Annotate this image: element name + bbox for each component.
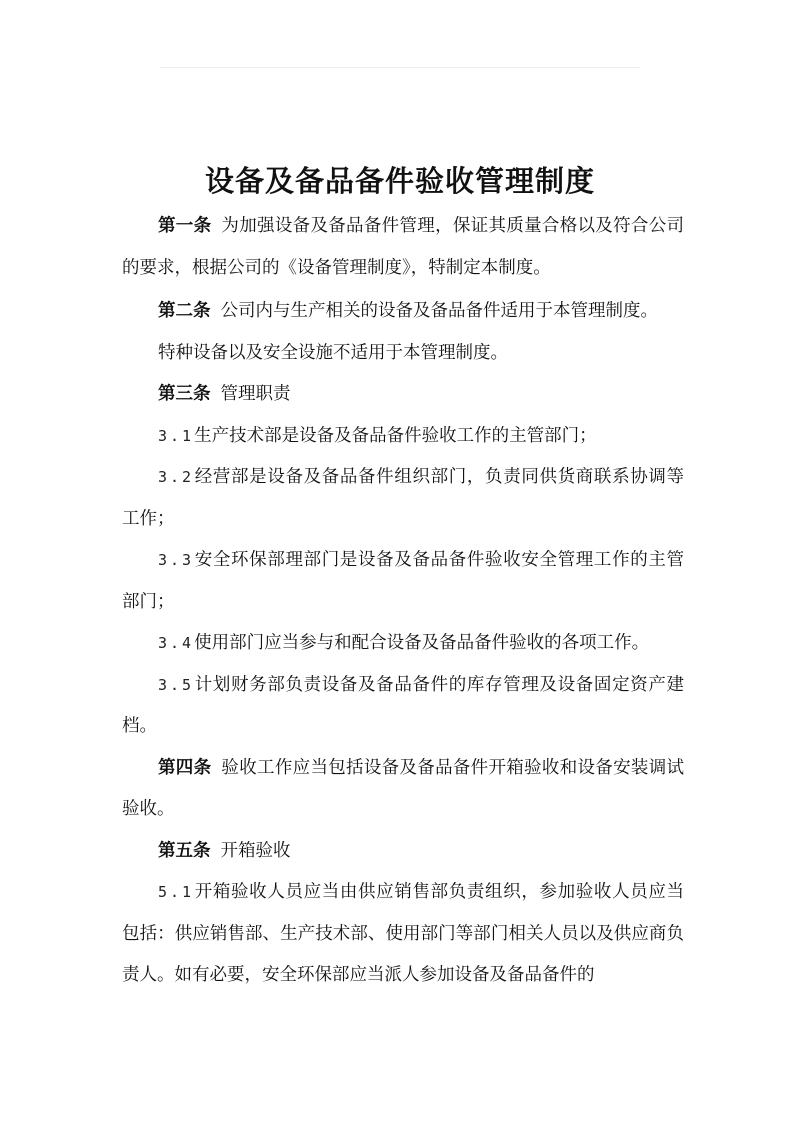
paragraph-text: 为加强设备及备品备件管理，保证其质量合格以及符合公司的要求，根据公司的《设备管理制度》，特制定本制度。 [122,216,685,278]
article-heading: 第五条 [158,840,211,861]
clause-number: 3.5 [158,675,195,694]
paragraph-11 [122,831,684,873]
paragraph-8 [122,623,684,665]
paragraph-text: 管理职责 [220,384,291,404]
paragraph-text: 特种设备以及安全设施不适用于本管理制度。 [158,342,508,363]
paragraph-text: 验收工作应当包括设备及备品备件开箱验收和设备安装调试验收。 [122,757,685,819]
paragraph-2 [122,291,684,333]
paragraph-text: 经营部是设备及备品备件组织部门，负责同供货商联系协调等工作； [122,467,684,529]
paragraph-text: 开箱验收 [220,840,291,861]
paragraph-3 [122,333,684,375]
article-heading: 第四条 [158,757,212,778]
clause-number: 3.1 [158,426,195,445]
paragraph-1 [122,206,684,289]
clause-number: 3.3 [158,551,195,569]
paragraph-text: 公司内与生产相关的设备及备品备件适用于本管理制度。 [220,301,658,321]
paragraph-text: 使用部门应当参与和配合设备及备品备件验收的各项工作。 [194,633,650,653]
paragraph-5 [122,416,684,458]
paragraph-text: 开箱验收人员应当由供应销售部负责组织，参加验收人员应当包括：供应销售部、生产技术部、使用部门等部门相关人员以及供应商负责人。如有必要，安全环保部应当派人参加设备及备品备件的 [122,882,684,985]
paragraph-text: 计划财务部负责设备及备品备件的库存管理及设备固定资产建档。 [122,674,684,736]
document-body [122,206,684,997]
paragraph-4 [122,374,684,416]
article-heading: 第二条 [158,301,211,321]
paragraph-6 [122,457,684,540]
document-title: 设备及备品备件验收管理制度 [204,164,595,199]
paragraph-12 [122,872,684,997]
paragraph-7 [122,540,684,623]
clause-number: 3.2 [158,468,195,486]
paragraph-9 [122,665,684,748]
article-heading: 第三条 [158,384,211,404]
paragraph-text: 安全环保部理部门是设备及备品备件验收安全管理工作的主管部门； [122,550,684,612]
paragraph-10 [122,748,684,831]
clause-number: 5.1 [158,883,195,901]
paragraph-text: 生产技术部是设备及备品备件验收工作的主管部门； [194,425,597,446]
header-rule [160,67,640,68]
article-heading: 第一条 [158,216,212,236]
clause-number: 3.4 [158,634,195,652]
